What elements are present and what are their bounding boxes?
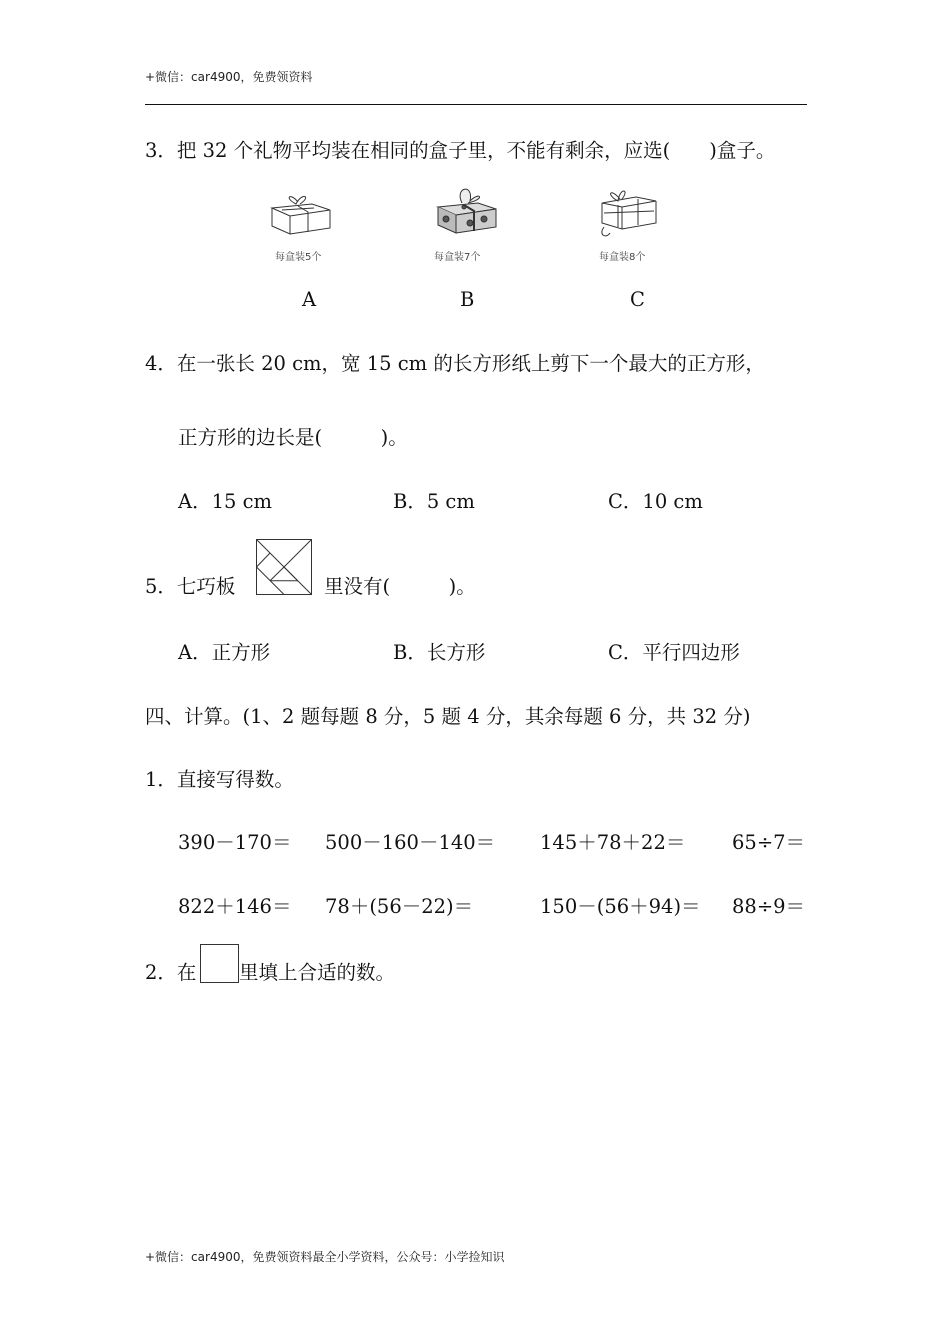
calc-item: 145＋78＋22＝: [540, 831, 686, 854]
q4-option-c: C．10 cm: [608, 490, 703, 513]
question-5-prefix: 5．七巧板: [145, 575, 236, 598]
q5-option-b: B．长方形: [393, 641, 486, 664]
option-c-label: C: [630, 288, 645, 311]
gift-box-a-icon: [268, 190, 334, 238]
option-a-caption: 每盒装5个: [275, 252, 322, 263]
question-3-text: 3．把 32 个礼物平均装在相同的盒子里，不能有剩余，应选( )盒子。: [145, 139, 776, 162]
option-c-caption: 每盒装8个: [599, 252, 646, 263]
tangram-icon: [256, 539, 312, 595]
s4-q2-prefix: 2．在: [145, 961, 197, 984]
s4-q2-suffix: 里填上合适的数。: [239, 961, 396, 984]
option-a-label: A: [302, 288, 317, 311]
s4-q1-title: 1．直接写得数。: [145, 768, 294, 791]
calc-item: 822＋146＝: [178, 895, 292, 918]
page-header: +微信：car4900，免费领资料: [145, 70, 313, 84]
q5-option-a: A．正方形: [178, 641, 271, 664]
option-b-label: B: [460, 288, 475, 311]
gift-box-c-icon: [596, 183, 662, 241]
calc-item: 78＋(56－22)＝: [325, 895, 474, 918]
calc-item: 65÷7＝: [732, 831, 806, 854]
question-4-line1: 4．在一张长 20 cm，宽 15 cm 的长方形纸上剪下一个最大的正方形，: [145, 352, 765, 375]
header-rule: [145, 104, 807, 105]
question-5-suffix: 里没有( )。: [324, 575, 476, 598]
gift-box-b-icon: [434, 185, 500, 237]
page-footer: +微信：car4900，免费领资料最全小学资料，公众号：小学捡知识: [145, 1250, 505, 1264]
calc-item: 88÷9＝: [732, 895, 806, 918]
section-4-title: 四、计算。(1、2 题每题 8 分，5 题 4 分，其余每题 6 分，共 32 分): [145, 705, 751, 728]
question-4-line2: 正方形的边长是( )。: [178, 426, 408, 449]
answer-box: [200, 944, 239, 983]
calc-item: 500－160－140＝: [325, 831, 496, 854]
q5-option-c: C．平行四边形: [608, 641, 740, 664]
option-b-caption: 每盒装7个: [434, 252, 481, 263]
q4-option-a: A．15 cm: [178, 490, 273, 513]
calc-item: 150－(56＋94)＝: [540, 895, 701, 918]
q4-option-b: B．5 cm: [393, 490, 475, 513]
calc-item: 390－170＝: [178, 831, 292, 854]
